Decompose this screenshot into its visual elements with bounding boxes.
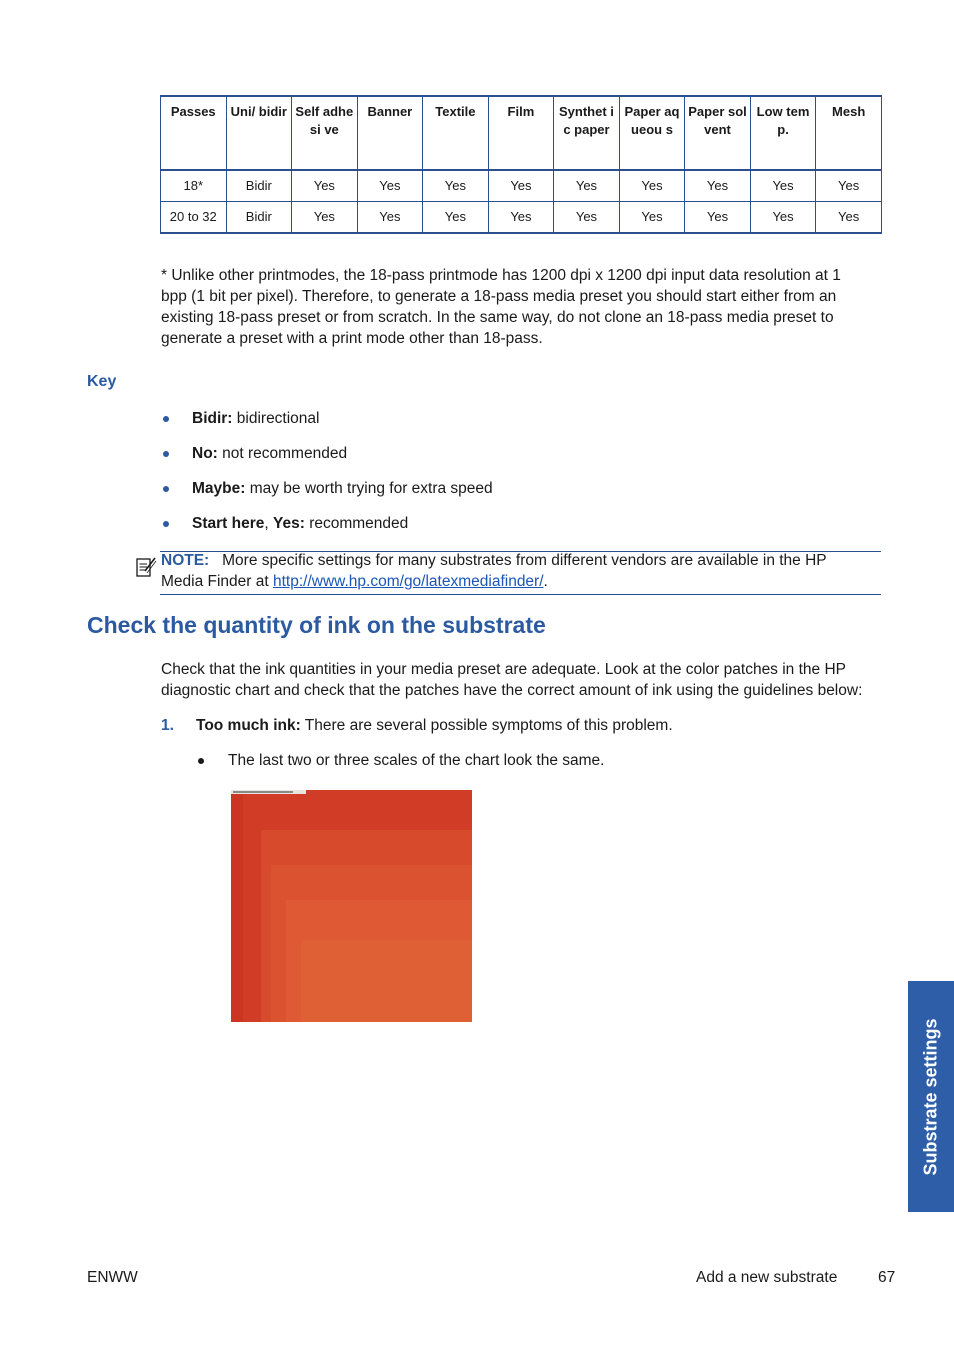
step-number: 1. [161, 717, 174, 734]
header-cell: Passes [161, 96, 227, 170]
sub-bullet-item [198, 750, 605, 771]
table-cell: Yes [488, 202, 554, 234]
footnote-line: bpp (1 bit per pixel). Therefore, to generate a 18-pass media preset you should start either from an [161, 288, 837, 305]
header-cell: Low temp. [750, 96, 816, 170]
key-item-no [163, 443, 347, 464]
table-cell: Yes [357, 202, 423, 234]
intro-line: diagnostic chart and check that the patches have the correct amount of ink using the guidelines below: [161, 682, 863, 699]
note-line: Media Finder at [161, 573, 273, 590]
table-cell: Yes [816, 202, 882, 234]
sub-bullet-text: The last two or three scales of the chart look the same. [228, 752, 605, 769]
table-cell: Yes [423, 170, 489, 202]
key-term: Bidir: [192, 410, 233, 427]
media-finder-link[interactable]: http://www.hp.com/go/latexmediafinder/ [273, 573, 544, 590]
key-item-maybe [163, 478, 493, 499]
table-cell: Yes [488, 170, 554, 202]
step-text: There are several possible symptoms of this problem. [300, 717, 673, 734]
header-cell: Textile [423, 96, 489, 170]
key-term: Maybe: [192, 480, 246, 497]
header-cell: Paper aqueou s [619, 96, 685, 170]
print-modes-table [160, 95, 882, 234]
section-title: Check the quantity of ink on the substrate [87, 612, 546, 638]
table-cell: Yes [619, 170, 685, 202]
bullet-icon [163, 521, 169, 527]
bullet-icon [163, 451, 169, 457]
table-cell: 18* [161, 170, 227, 202]
header-cell: Banner [357, 96, 423, 170]
key-term: Yes: [273, 515, 305, 532]
note-text [161, 550, 881, 592]
table-cell: Yes [292, 170, 358, 202]
table-header-row [161, 96, 882, 170]
footnote-line: * Unlike other printmodes, the 18-pass printmode has 1200 dpi x 1200 dpi input data resolution at 1 [161, 267, 841, 284]
header-cell: Synthet ic paper [554, 96, 620, 170]
header-cell: Paper solvent [685, 96, 751, 170]
key-term: Start here [192, 515, 265, 532]
table-row [161, 170, 882, 202]
table-cell: Yes [816, 170, 882, 202]
table-cell: Yes [685, 170, 751, 202]
note-suffix: . [543, 573, 548, 590]
key-separator: , [264, 515, 273, 532]
table-row [161, 202, 882, 234]
step-term: Too much ink: [196, 717, 301, 734]
table-cell: Yes [750, 202, 816, 234]
key-description: bidirectional [232, 410, 320, 427]
table-cell: Yes [357, 170, 423, 202]
key-description: not recommended [217, 445, 348, 462]
table-cell: Yes [685, 202, 751, 234]
bullet-icon [163, 486, 169, 492]
header-cell: Self adhesi ve [292, 96, 358, 170]
table-cell: 20 to 32 [161, 202, 227, 234]
key-item-start-here [163, 513, 408, 534]
header-cell: Film [488, 96, 554, 170]
key-description: recommended [304, 515, 409, 532]
step-item [161, 715, 673, 736]
key-item-bidir [163, 408, 320, 429]
note-icon [136, 556, 157, 578]
table-cell: Yes [554, 202, 620, 234]
key-term: No: [192, 445, 218, 462]
key-heading: Key [87, 373, 117, 390]
footnote-line: generate a preset with a print mode other than 18-pass. [161, 330, 543, 347]
table-cell: Bidir [226, 202, 292, 234]
table-cell: Bidir [226, 170, 292, 202]
table-cell: Yes [423, 202, 489, 234]
table-cell: Yes [554, 170, 620, 202]
note-line: More specific settings for many substrates from different vendors are available in the HP [222, 552, 827, 569]
key-description: may be worth trying for extra speed [245, 480, 493, 497]
table-cell: Yes [619, 202, 685, 234]
note-label: NOTE: [161, 552, 210, 569]
bullet-icon [163, 416, 169, 422]
intro-line: Check that the ink quantities in your media preset are adequate. Look at the color patches in the HP [161, 661, 846, 678]
footnote-paragraph [161, 265, 881, 349]
footnote-line: existing 18-pass preset or from scratch. In the same way, do not clone an 18-pass media preset to [161, 309, 834, 326]
chapter-tab-label: Substrate settings [920, 1017, 941, 1176]
footer-left: ENWW [87, 1269, 138, 1286]
chapter-tab [908, 981, 954, 1212]
footer-section: Add a new substrate [696, 1269, 838, 1286]
header-cell: Uni/ bidir [226, 96, 292, 170]
intro-paragraph [161, 659, 881, 701]
bullet-icon [198, 758, 204, 764]
page-number: 67 [878, 1269, 896, 1286]
table-cell: Yes [750, 170, 816, 202]
table-cell: Yes [292, 202, 358, 234]
header-cell: Mesh [816, 96, 882, 170]
diagnostic-chart-image [231, 790, 472, 1022]
